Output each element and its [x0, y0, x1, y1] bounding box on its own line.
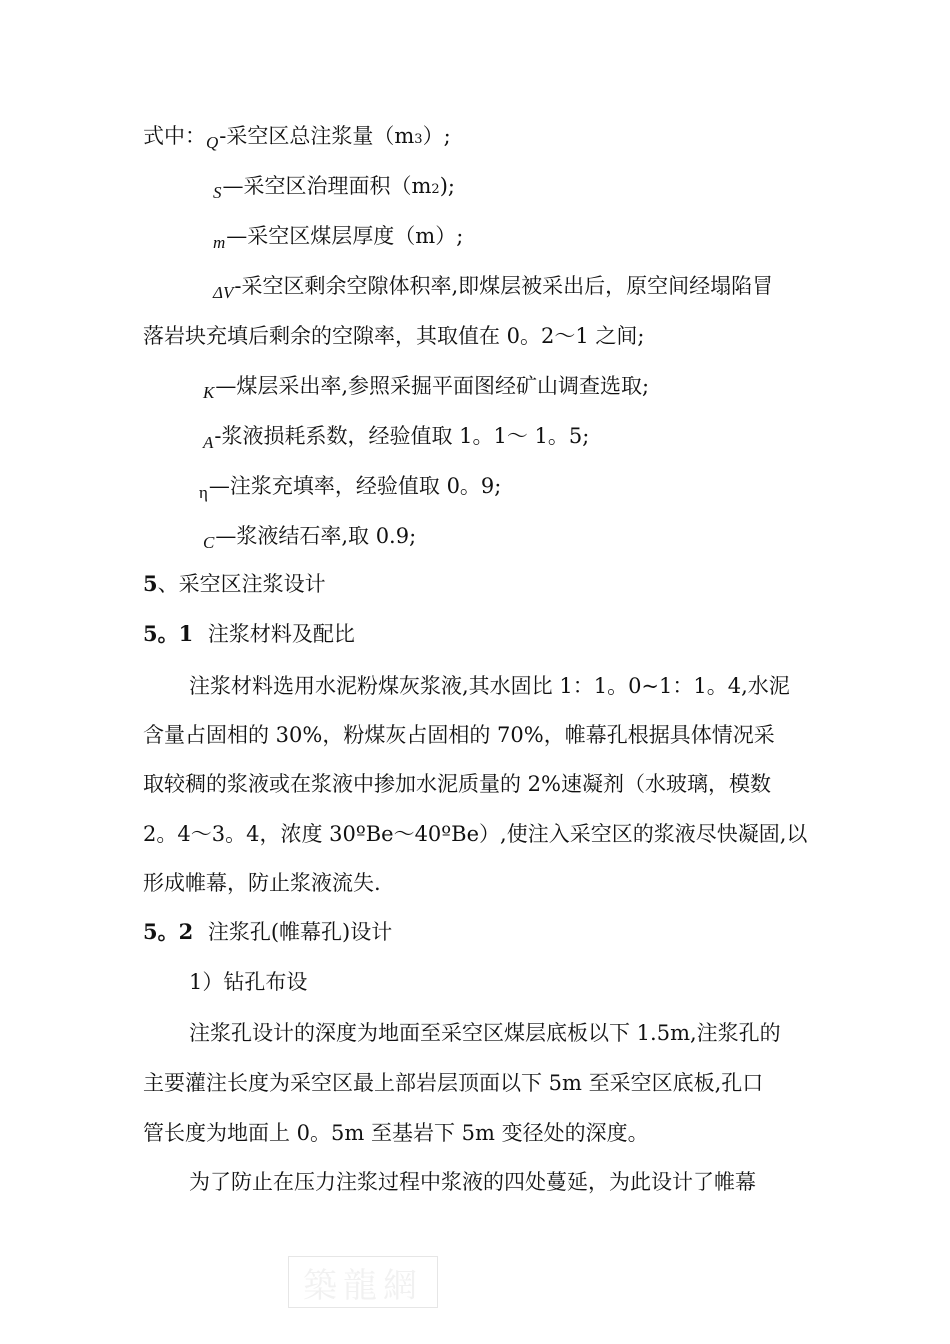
- paragraph-text: 注浆孔设计的深度为地面至采空区煤层底板以下 1.5m,注浆孔的: [189, 1021, 781, 1045]
- symbol-eta: η: [199, 483, 208, 502]
- definition-continuation: [143, 322, 645, 350]
- symbol-k: K: [203, 383, 215, 402]
- definition-text: —浆液结石率,取 0.9;: [215, 524, 417, 548]
- symbol-c: C: [203, 533, 215, 552]
- section-number: 5: [143, 571, 158, 596]
- section-heading-5-2: [143, 918, 392, 946]
- intro-label: 式中：: [143, 124, 206, 148]
- paragraph-text: 取较稠的浆液或在浆液中掺加水泥质量的 2%速凝剂（水玻璃，模数: [143, 772, 771, 796]
- section-title: 注浆孔(帷幕孔)设计: [207, 920, 393, 944]
- unit-superscript: 2: [431, 182, 440, 197]
- paragraph-text: 形成帷幕，防止浆液流失.: [143, 871, 381, 895]
- paragraph-line: [189, 1019, 781, 1047]
- definition-text: 落岩块充填后剩余的空隙率，其取值在 0。2～1 之间;: [143, 324, 645, 348]
- paragraph-text: 注浆材料选用水泥粉煤灰浆液,其水固比 1：1。0~1：1。4,水泥: [189, 674, 790, 698]
- definition-text: —采空区治理面积（m: [222, 174, 432, 198]
- definition-text: —采空区煤层厚度（m）;: [226, 224, 464, 248]
- definition-tail: ）;: [422, 124, 451, 148]
- definition-text: -采空区总注浆量（m: [219, 124, 415, 148]
- symbol-q: Q: [206, 133, 219, 152]
- definition-c: [203, 522, 416, 550]
- definition-text: —注浆充填率，经验值取 0。9;: [208, 474, 502, 498]
- subheading-drilling-layout: [189, 968, 307, 996]
- paragraph-text: 含量占固相的 30%，粉煤灰占固相的 70%，帷幕孔根据具体情况采: [143, 723, 775, 747]
- unit-superscript: 3: [414, 132, 423, 147]
- paragraph-line: [143, 1119, 649, 1147]
- section-number: 5。1: [143, 621, 194, 646]
- paragraph-text: 主要灌注长度为采空区最上部岩层顶面以下 5m 至采空区底板,孔口: [143, 1071, 764, 1095]
- definition-tail: );: [439, 174, 455, 198]
- subheading-text: 1）钻孔布设: [189, 970, 308, 994]
- section-number: 5。2: [143, 919, 194, 944]
- watermark-logo: 築龍網: [288, 1256, 438, 1308]
- paragraph-text: 2。4～3。4，浓度 30ºBe～40ºBe）,使注入采空区的浆液尽快凝固,以: [143, 822, 808, 846]
- paragraph-text: 管长度为地面上 0。5m 至基岩下 5m 变径处的深度。: [143, 1121, 649, 1145]
- definition-text: -采空区剩余空隙体积率,即煤层被采出后，原空间经塌陷冒: [234, 274, 774, 298]
- section-heading-5-1: [143, 620, 355, 648]
- definition-eta: [199, 472, 501, 500]
- symbol-m: m: [213, 233, 226, 252]
- paragraph-line: [143, 770, 771, 798]
- definition-m: [213, 222, 463, 250]
- paragraph-line: [189, 672, 790, 700]
- paragraph-line: [143, 820, 807, 848]
- definition-k: [203, 372, 649, 400]
- paragraph-line: [189, 1168, 756, 1196]
- symbol-s: S: [213, 183, 222, 202]
- paragraph-text: 为了防止在压力注浆过程中浆液的四处蔓延，为此设计了帷幕: [189, 1170, 756, 1194]
- section-title: 注浆材料及配比: [207, 622, 355, 646]
- definition-text: -浆液损耗系数，经验值取 1。1～ 1。5;: [214, 424, 590, 448]
- symbol-delta-v: ΔV: [213, 283, 234, 302]
- definition-delta-v: [213, 272, 773, 300]
- definition-q: [143, 122, 451, 150]
- definition-a: [203, 422, 589, 450]
- section-heading-5: [143, 570, 326, 598]
- paragraph-line: [143, 869, 381, 897]
- definition-s: [213, 172, 455, 200]
- symbol-a: A: [203, 433, 214, 452]
- paragraph-line: [143, 1069, 763, 1097]
- definition-text: —煤层采出率,参照采掘平面图经矿山调查选取;: [215, 374, 650, 398]
- section-title: 、采空区注浆设计: [157, 572, 326, 596]
- paragraph-line: [143, 721, 775, 749]
